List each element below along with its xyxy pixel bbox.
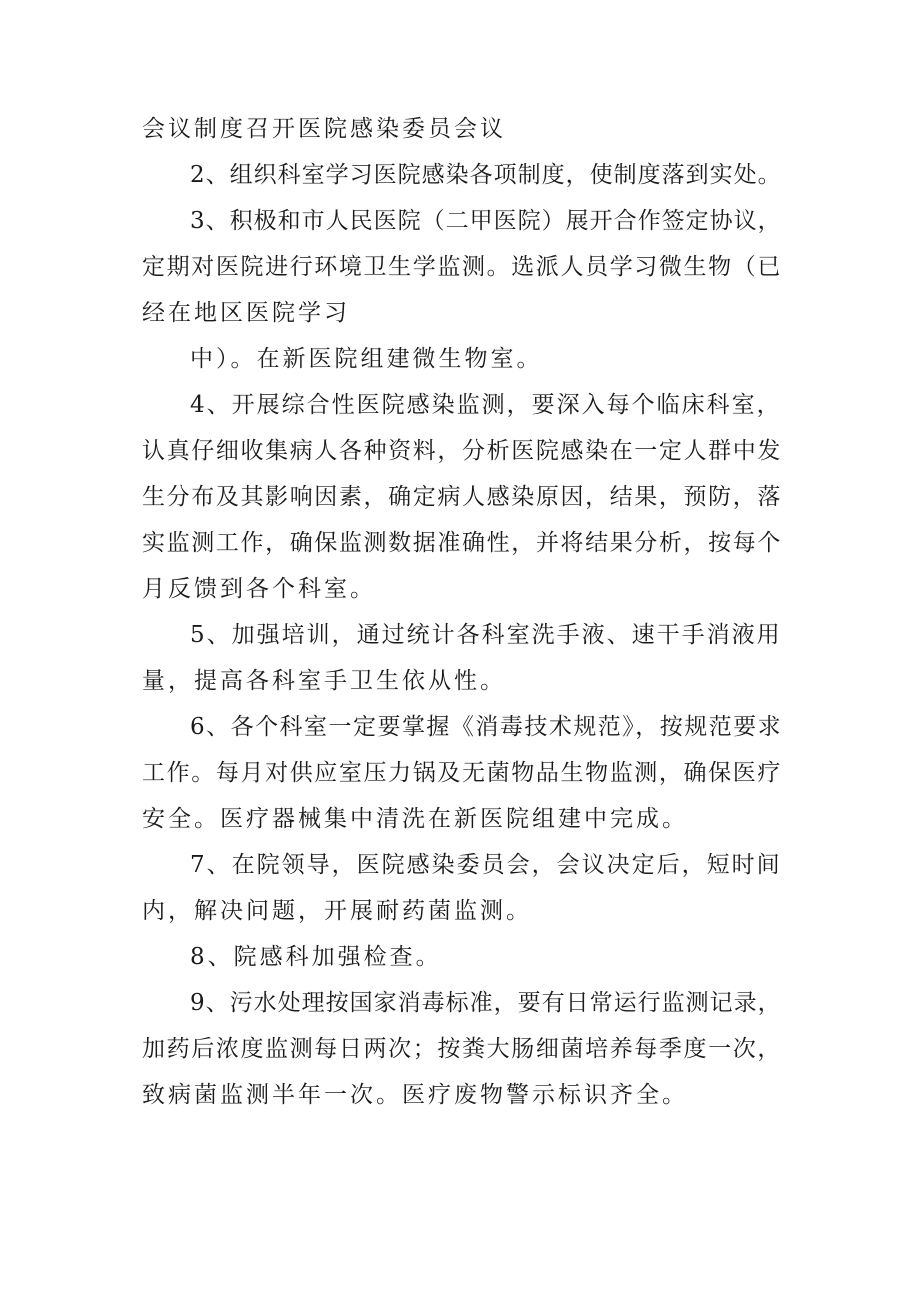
paragraph-line: 工作。每月对供应室压力锅及无菌物品生物监测，确保医疗 [142, 760, 782, 786]
paragraph-line: 安全。医疗器械集中清洗在新医院组建中完成。 [142, 806, 688, 832]
document-body [142, 106, 782, 1118]
paragraph [142, 336, 782, 382]
paragraph-line: 9、污水处理按国家消毒标准，要有日常运行监测记录， [190, 990, 782, 1016]
paragraph-line: 8、院感科加强检查。 [190, 944, 442, 970]
paragraph-line: 经在地区医院学习 [142, 300, 350, 326]
paragraph-line: 中）。在新医院组建微生物室。 [190, 346, 543, 372]
paragraph [142, 704, 782, 842]
paragraph [142, 106, 782, 152]
paragraph-line: 认真仔细收集病人各种资料，分析医院感染在一定人群中发 [142, 438, 782, 464]
paragraph-line: 量，提高各科室手卫生依从性。 [142, 668, 506, 694]
paragraph [142, 612, 782, 704]
paragraph-line: 生分布及其影响因素，确定病人感染原因，结果，预防，落 [142, 484, 782, 510]
paragraph-line: 4、开展综合性医院感染监测，要深入每个临床科室， [190, 392, 782, 418]
paragraph [142, 382, 782, 612]
paragraph-line: 月反馈到各个科室。 [142, 576, 376, 602]
paragraph-line: 内，解决问题，开展耐药菌监测。 [142, 898, 532, 924]
paragraph [142, 934, 782, 980]
paragraph [142, 152, 782, 198]
paragraph [142, 842, 782, 934]
paragraph [142, 198, 782, 336]
paragraph-line: 5、加强培训，通过统计各科室洗手液、速干手消液用 [190, 622, 782, 648]
paragraph-line: 致病菌监测半年一次。医疗废物警示标识齐全。 [142, 1082, 688, 1108]
paragraph-line: 加药后浓度监测每日两次；按粪大肠细菌培养每季度一次， [142, 1036, 782, 1062]
paragraph-line: 3、积极和市人民医院（二甲医院）展开合作签定协议， [190, 208, 782, 234]
paragraph [142, 980, 782, 1118]
paragraph-line: 定期对医院进行环境卫生学监测。选派人员学习微生物（已 [142, 254, 782, 280]
paragraph-line: 会议制度召开医院感染委员会议 [142, 116, 506, 142]
paragraph-line: 2、组织科室学习医院感染各项制度，使制度落到实处。 [190, 162, 782, 188]
paragraph-line: 6、各个科室一定要掌握《消毒技术规范》，按规范要求 [190, 714, 783, 740]
paragraph-line: 7、在院领导，医院感染委员会，会议决定后，短时间 [190, 852, 782, 878]
paragraph-line: 实监测工作，确保监测数据准确性，并将结果分析，按每个 [142, 530, 782, 556]
